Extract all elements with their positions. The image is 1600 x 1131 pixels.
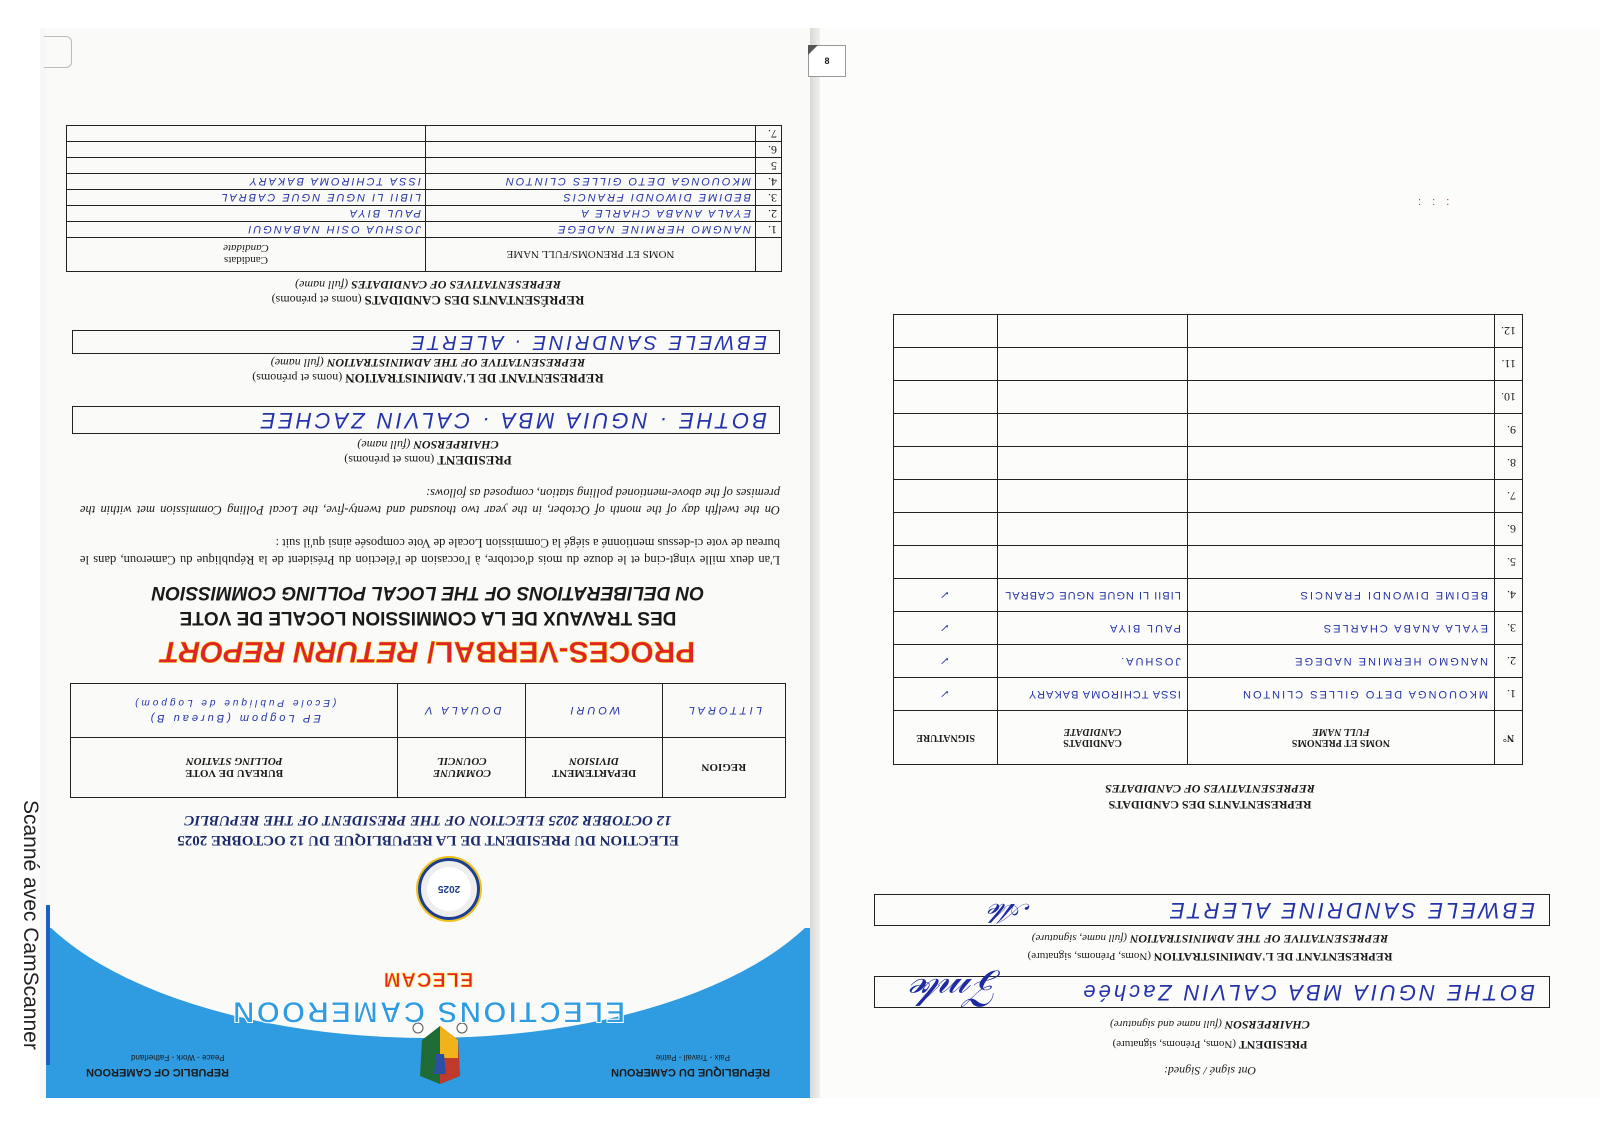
table-row: 2. EYALA ANABA CHARLE A PAUL BIYA <box>67 206 782 222</box>
republic-en: REPUBLIC OF CAMEROON <box>86 1066 229 1078</box>
admin-rep-signature: 𝒜𝓁ℯ <box>992 897 1030 928</box>
table-row: 1. MKOUONGA DETO GILLES CLINTON ISSA TCHIROMA BAKARY ✓ <box>894 678 1523 711</box>
red-ink-marks: : : : <box>1418 196 1454 208</box>
header-polling-station: BUREAU DE VOTE POLLING STATION <box>71 738 398 798</box>
table-row: 7. <box>67 126 782 142</box>
table-row: 7. <box>894 480 1523 513</box>
right-page <box>820 28 1600 1098</box>
col-candidate: CANDIDATS CANDIDATE <box>998 711 1188 765</box>
report-title: PROCES-VERBAL/ RETURN REPORT <box>160 635 696 668</box>
col-candidate: Candidats Candidate <box>67 238 426 272</box>
admin-rep-name-field: EBWELE SANDRINE · ALERTE <box>72 330 780 354</box>
table-row: 2. NANGMO HERMINE NADEGE JOSHUA. ✓ <box>894 645 1523 678</box>
election-seal-icon <box>418 858 480 920</box>
admin-rep-label-en: REPRESENTATIVE OF THE ADMINISTRATION (full name) <box>270 356 586 370</box>
signature-mark: ✓ <box>894 579 998 612</box>
department-value: WOURI <box>526 684 662 738</box>
admin-rep-sign-label: REPRESENTANT DE L'ADMINISTRATION (Noms, Prénoms, signature) <box>1027 950 1393 964</box>
chairperson-label: CHAIRPERSON (full name) <box>357 438 499 452</box>
table-row: 6. <box>894 513 1523 546</box>
president-sign-field: BOTHE NGUIA MBA CALVIN Zachée <box>874 976 1550 1008</box>
table-row: 3. BEDIME DIWONDI FRANCIS LIBII LI NGUE NGUE CABRAL <box>67 190 782 206</box>
paragraph-en: On the twelfth day of the month of October, in the year two thousand and twenty-five, the Local Polling Commission met within the premises of the above-mentioned polling station, composed as follows: <box>80 486 780 517</box>
report-subtitle-fr: DES TRAVAUX DE LA COMMISSION LOCALE DE VOTE <box>179 607 677 628</box>
polling-station-name: EP Logpom (Bureau B) <box>147 712 321 725</box>
col-num: N° <box>1495 711 1523 765</box>
candidate-reps-label-en: REPRESENTATIVES OF CANDIDATES (full name) <box>295 278 561 292</box>
region-value: LITTORAL <box>662 684 785 738</box>
chairperson-sign-label: CHAIRPERSON (full name and signature) <box>1110 1018 1310 1032</box>
banner-title: ELECTIONS CAMEROON <box>230 995 626 1028</box>
signature-mark: ✓ <box>894 678 998 711</box>
polling-station-value <box>71 684 398 738</box>
table-row: 8. <box>894 447 1523 480</box>
col-signature: SIGNATURE <box>894 711 998 765</box>
table-row: 6. <box>67 142 782 158</box>
table-row: 10. <box>894 381 1523 414</box>
candidate-reps-sign-label-en: REPRESENTATIVES OF CANDIDATES <box>1105 782 1315 796</box>
table-row: 11. <box>894 348 1523 381</box>
candidate-reps-table <box>66 125 782 272</box>
election-title-en: 12 OCTOBER 2025 ELECTION OF THE PRESIDENT OF THE REPUBLIC <box>184 812 672 828</box>
header-region: REGION <box>662 738 785 798</box>
camscanner-watermark: Scanné avec CamScanner <box>19 800 42 1050</box>
table-row: 4. MKOUONGA DETO GILLES CLINTON ISSA TCHIROMA BAKARY <box>67 174 782 190</box>
motto-fr: Paix - Travail - Patrie <box>655 1053 730 1062</box>
col-num <box>756 238 782 272</box>
paragraph-fr: L'an deux mille vingt-cinq et le douze du mois d'octobre, à l'occasion de l'élection du Président de la République du Cameroun, dans le bureau de vote ci-dessus mentionné a siégé la Commission Locale de Vote composée ainsi qu'il suit : <box>80 536 780 567</box>
banner-acronym: ELECAM <box>382 968 474 990</box>
motto-en: Peace - Work - Fatherland <box>131 1053 225 1062</box>
president-label: PRESIDENT (noms et prénoms) <box>344 453 512 468</box>
left-page <box>46 28 810 1098</box>
council-value: DOUALA V <box>398 684 526 738</box>
candidate-reps-sign-label: REPRESENTANTS DES CANDIDATS <box>1108 798 1312 812</box>
admin-rep-label: REPRESENTANT DE L'ADMINISTRATION (noms et prénoms) <box>252 371 604 386</box>
signature-mark: ✓ <box>894 645 998 678</box>
table-row: 5 <box>67 158 782 174</box>
election-title-fr: ELECTION DU PRESIDENT DE LA REPUBLIQUE DU 12 OCTOBRE 2025 <box>177 832 679 848</box>
admin-rep-sign-label-en: REPRESENTATIVE OF THE ADMINISTRATION (full name, signature) <box>1031 932 1389 946</box>
table-row: 5. <box>894 546 1523 579</box>
seal-year: 2025 <box>437 883 461 895</box>
page-corner-mark <box>44 36 72 68</box>
table-row: 12. <box>894 315 1523 348</box>
location-table <box>70 683 786 798</box>
candidate-reps-signature-table <box>893 314 1523 765</box>
header-department: DEPARTEMENT DIVISION <box>526 738 662 798</box>
scanner-edge-bar <box>46 905 50 1065</box>
signed-label: Ont signé / Signed: <box>1163 1064 1257 1078</box>
coat-of-arms-icon <box>410 1018 470 1088</box>
table-row: 9. <box>894 414 1523 447</box>
col-full-name: NOMS ET PRENOMS FULL NAME <box>1187 711 1494 765</box>
page-gutter <box>810 28 820 1098</box>
table-row: 1. NANGMO HERMINE NADEGE JOSHUA OSIH NABANGUI <box>67 222 782 238</box>
col-full-name: NOMS ET PRENOMS/FULL NAME <box>426 238 756 272</box>
right-page-content-rotated <box>820 28 1600 1098</box>
left-page-content-rotated <box>46 28 810 1098</box>
president-sign-label: PRESIDENT (Noms, Prénoms, signature) <box>1112 1038 1308 1052</box>
polling-station-note: (Ecole Publique de Logpom) <box>132 697 337 709</box>
table-row: 3. EYALA ANABA CHARLES PAUL BIYA ✓ <box>894 612 1523 645</box>
page-number-badge: 8 <box>808 45 846 77</box>
table-row: 4. BEDIME DIWONDI FRANCIS LIBII LI NGUE NGUE CABRAL ✓ <box>894 579 1523 612</box>
admin-rep-sign-field: EBWELE SANDRINE ALERTE <box>874 894 1550 926</box>
president-name-field: BOTHE · NGUIA MBA · CALVIN ZACHEE <box>72 406 780 434</box>
republic-fr: RÉPUBLIQUE DU CAMEROUN <box>611 1066 770 1078</box>
header-council: COMMUNE COUNCIL <box>398 738 526 798</box>
candidate-reps-label: REPRÉSENTANTS DES CANDIDATS (noms et prénoms) <box>271 293 585 308</box>
signature-mark: ✓ <box>894 612 998 645</box>
president-signature: 𝒵𝓂𝒷ℯ <box>914 970 1000 1015</box>
report-subtitle-en: ON DELIBERATIONS OF THE LOCAL POLLING COMMISSION <box>151 582 705 603</box>
